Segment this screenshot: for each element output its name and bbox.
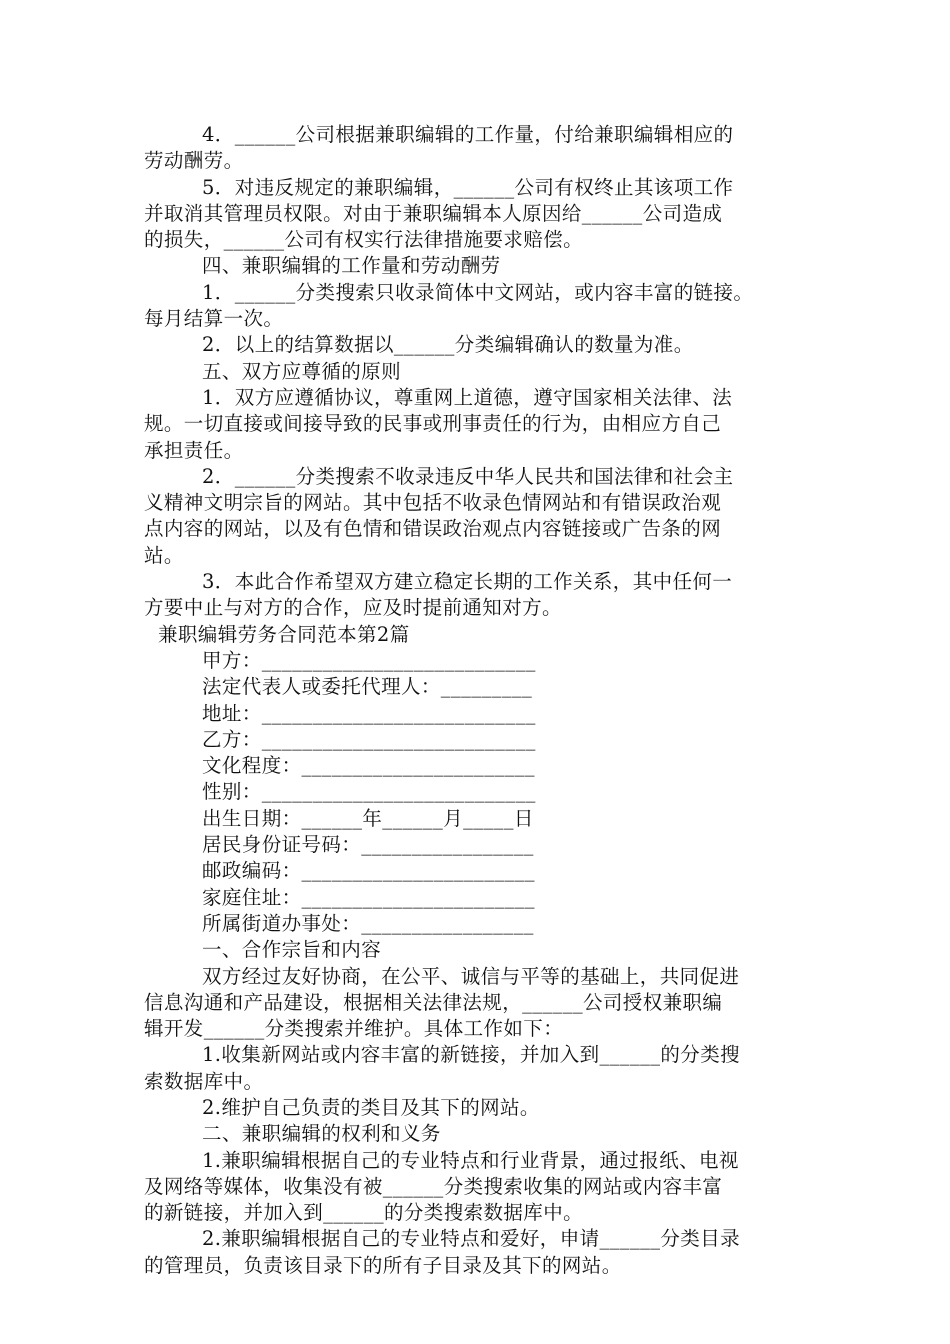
text-line: 3．本此合作希望双方建立稳定长期的工作关系，其中任何一 bbox=[202, 570, 733, 594]
text-line: 2.兼职编辑根据自己的专业特点和爱好，申请______分类目录 bbox=[202, 1227, 741, 1251]
text-line: 性别：___________________________ bbox=[202, 780, 536, 804]
text-line: 乙方：___________________________ bbox=[202, 727, 536, 751]
text-line: 所属街道办事处：_________________ bbox=[202, 911, 534, 935]
text-line: 1.收集新网站或内容丰富的新链接，并加入到______的分类搜 bbox=[202, 1043, 741, 1067]
text-line: 出生日期：______年______月_____日 bbox=[202, 806, 534, 830]
text-line: 一、合作宗旨和内容 bbox=[202, 938, 382, 962]
text-line: 方要中止与对方的合作，应及时提前通知对方。 bbox=[144, 596, 562, 620]
document-body bbox=[144, 122, 820, 1279]
text-line: 索数据库中。 bbox=[144, 1069, 264, 1093]
text-line: 2．______分类搜索不收录违反中华人民共和国法律和社会主 bbox=[202, 464, 734, 488]
text-line: 1．______分类搜索只收录简体中文网站，或内容丰富的链接。 bbox=[202, 280, 754, 304]
text-line: 甲方：___________________________ bbox=[202, 648, 536, 672]
text-line: 信息沟通和产品建设，根据相关法律法规，______公司授权兼职编 bbox=[144, 990, 723, 1014]
text-line: 法定代表人或委托代理人：_________ bbox=[202, 675, 533, 699]
text-line: 2.维护自己负责的类目及其下的网站。 bbox=[202, 1095, 540, 1119]
text-line: 居民身份证号码：_________________ bbox=[202, 833, 534, 857]
text-line: 1．双方应遵循协议，尊重网上道德，遵守国家相关法律、法 bbox=[202, 385, 733, 409]
text-line: 五、双方应尊循的原则 bbox=[202, 359, 402, 383]
text-line: 义精神文明宗旨的网站。其中包括不收录色情网站和有错误政治观 bbox=[144, 491, 722, 515]
text-line: 邮政编码：_______________________ bbox=[202, 859, 535, 883]
text-line: 地址：___________________________ bbox=[202, 701, 536, 725]
text-line: 的新链接，并加入到______的分类搜索数据库中。 bbox=[144, 1201, 584, 1225]
text-line: 承担责任。 bbox=[144, 438, 244, 462]
text-line: 5．对违反规定的兼职编辑，______公司有权终止其该项工作 bbox=[202, 175, 734, 199]
text-line: 每月结算一次。 bbox=[144, 307, 284, 331]
text-line: 的管理员，负责该目录下的所有子目录及其下的网站。 bbox=[144, 1253, 622, 1277]
text-line: 的损失，______公司有权实行法律措施要求赔偿。 bbox=[144, 228, 584, 252]
text-line: 二、兼职编辑的权利和义务 bbox=[202, 1122, 441, 1146]
text-line: 辑开发______分类搜索并维护。具体工作如下： bbox=[144, 1017, 564, 1041]
text-line: 四、兼职编辑的工作量和劳动酬劳 bbox=[202, 254, 501, 278]
text-line: 家庭住址：_______________________ bbox=[202, 885, 535, 909]
text-line: 并取消其管理员权限。对由于兼职编辑本人原因给______公司造成 bbox=[144, 201, 723, 225]
text-line: 劳动酬劳。 bbox=[144, 149, 244, 173]
text-line: 1.兼职编辑根据自己的专业特点和行业背景，通过报纸、电视 bbox=[202, 1148, 739, 1172]
text-line: 2．以上的结算数据以______分类编辑确认的数量为准。 bbox=[202, 333, 694, 357]
text-line: 兼职编辑劳务合同范本第2篇 bbox=[158, 622, 410, 646]
text-line: 点内容的网站，以及有色情和错误政治观点内容链接或广告条的网 bbox=[144, 517, 722, 541]
text-line: 站。 bbox=[144, 543, 184, 567]
text-line: 双方经过友好协商，在公平、诚信与平等的基础上，共同促进 bbox=[202, 964, 740, 988]
text-line: 及网络等媒体，收集没有被______分类搜索收集的网站或内容丰富 bbox=[144, 1174, 723, 1198]
text-line: 4．______公司根据兼职编辑的工作量，付给兼职编辑相应的 bbox=[202, 123, 734, 146]
text-line: 文化程度：_______________________ bbox=[202, 754, 535, 778]
text-line: 规。一切直接或间接导致的民事或刑事责任的行为，由相应方自己 bbox=[144, 412, 722, 436]
